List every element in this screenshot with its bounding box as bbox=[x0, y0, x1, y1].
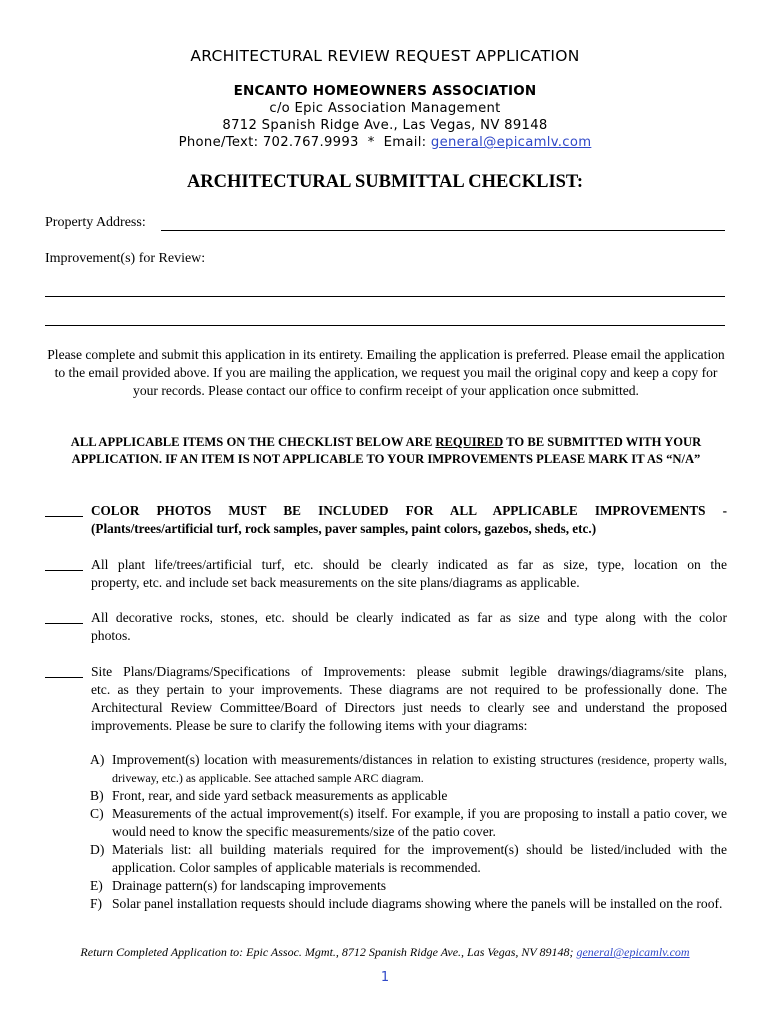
list-item bbox=[90, 805, 727, 841]
improvements-label: Improvement(s) for Review: bbox=[45, 251, 206, 266]
list-item-text: Materials list: all building materials required for the improvement(s) should be listed/included with the application. Color samples of applicable materials is recommended. bbox=[112, 842, 727, 875]
checklist-blank[interactable] bbox=[45, 516, 83, 517]
property-address-label: Property Address: bbox=[45, 215, 146, 230]
list-item-text: Drainage pattern(s) for landscaping improvements bbox=[112, 878, 387, 893]
list-item-note: (residence, property walls, driveway, etc.) as applicable. See attached sample ARC diagram. bbox=[112, 753, 727, 785]
checklist-item-text: COLOR PHOTOS MUST BE INCLUDED FOR ALL APPLICABLE IMPROVEMENTS - bbox=[91, 503, 727, 518]
required-notice-start: ALL APPLICABLE ITEMS ON THE CHECKLIST BELOW ARE bbox=[70, 435, 436, 449]
hoa-name: ENCANTO HOMEOWNERS ASSOCIATION bbox=[233, 83, 537, 99]
checklist-item-text-cont: photos. bbox=[91, 628, 131, 643]
required-notice-end: TO BE SUBMITTED WITH YOUR APPLICATION. IF AN ITEM IS NOT APPLICABLE TO YOUR IMPROVEMENTS PLEASE MARK IT AS “N/A” bbox=[71, 435, 702, 466]
list-item bbox=[90, 787, 727, 805]
list-item bbox=[90, 751, 727, 787]
checklist-blank[interactable] bbox=[45, 570, 83, 571]
page-title: ARCHITECTURAL REVIEW REQUEST APPLICATION bbox=[190, 47, 580, 65]
header-email-link[interactable]: general@epicamlv.com bbox=[430, 135, 592, 150]
list-letter: A) bbox=[90, 752, 105, 767]
footer-text: Return Completed Application to: Epic Assoc. Mgmt., 8712 Spanish Ridge Ave., Las Vegas, NV 89148; bbox=[80, 945, 577, 959]
footer-return-note bbox=[0, 945, 770, 960]
required-notice bbox=[45, 434, 727, 467]
checklist-blank[interactable] bbox=[45, 677, 83, 678]
list-letter: D) bbox=[90, 842, 105, 857]
list-item-text: Front, rear, and side yard setback measurements as applicable bbox=[112, 788, 448, 803]
instructions-paragraph: Please complete and submit this application in its entirety. Emailing the application is preferred. Please email the application to the email provided above. If you are mailing the application, we request you mail the original copy and keep a copy for your records. Please contact our office to confirm receipt of your application once submitted. bbox=[47, 347, 725, 398]
page-number: 1 bbox=[380, 970, 390, 985]
list-item-text: Improvement(s) location with measurements/distances in relation to existing structures bbox=[112, 752, 594, 767]
checklist-item-color-photos bbox=[45, 502, 727, 538]
care-of-line: c/o Epic Association Management bbox=[269, 101, 501, 116]
improvements-line-1[interactable] bbox=[45, 296, 725, 297]
checklist-blank[interactable] bbox=[45, 623, 83, 624]
list-item-text: Solar panel installation requests should include diagrams showing where the panels will be installed on the roof. bbox=[112, 896, 723, 911]
list-letter: B) bbox=[90, 788, 104, 803]
checklist-item-text: All decorative rocks, stones, etc. should be clearly indicated as far as size and type along with the color bbox=[91, 610, 727, 625]
improvements-line-2[interactable] bbox=[45, 325, 725, 326]
contact-phone: Phone/Text: 702.767.9993 * Email: bbox=[178, 135, 431, 150]
list-item-text: Measurements of the actual improvement(s) itself. For example, if you are proposing to install a patio cover, we would need to know the specific measurements/size of the patio cover. bbox=[112, 806, 727, 839]
footer-email-link[interactable]: general@epicamlv.com bbox=[576, 945, 690, 959]
list-letter: E) bbox=[90, 878, 103, 893]
required-emphasis: REQUIRED bbox=[435, 435, 504, 449]
list-letter: F) bbox=[90, 896, 103, 911]
checklist-item-site-plans bbox=[45, 663, 727, 735]
street-address: 8712 Spanish Ridge Ave., Las Vegas, NV 89148 bbox=[222, 118, 548, 133]
checklist-item-text-cont: property, etc. and include set back measurements on the site plans/diagrams as applicable. bbox=[91, 575, 580, 590]
checklist-item-plants bbox=[45, 556, 727, 592]
checklist-item-text-cont: etc. as they pertain to your improvements. These diagrams are not required to be professionally done. The Architectural Review Committee/Board of Directors just needs to clearly see and understand the proposed improvements. Please be sure to clarify the following items with your diagrams: bbox=[91, 682, 727, 733]
diagram-requirements-list bbox=[90, 751, 727, 913]
checklist-item-rocks bbox=[45, 609, 727, 645]
list-letter: C) bbox=[90, 806, 104, 821]
list-item bbox=[90, 895, 727, 913]
checklist-item-text-cont: (Plants/trees/artificial turf, rock samples, paver samples, paint colors, gazebos, sheds, etc.) bbox=[91, 521, 597, 536]
contact-line bbox=[0, 135, 770, 150]
checklist-title: ARCHITECTURAL SUBMITTAL CHECKLIST: bbox=[186, 172, 584, 192]
checklist-item-text: All plant life/trees/artificial turf, etc. should be clearly indicated as far as size, type, location on the bbox=[91, 557, 727, 572]
list-item bbox=[90, 877, 727, 895]
property-address-line[interactable] bbox=[161, 230, 725, 231]
checklist-item-text: Site Plans/Diagrams/Specifications of Improvements: please submit legible drawings/diagrams/site plans, bbox=[91, 664, 727, 679]
list-item bbox=[90, 841, 727, 877]
